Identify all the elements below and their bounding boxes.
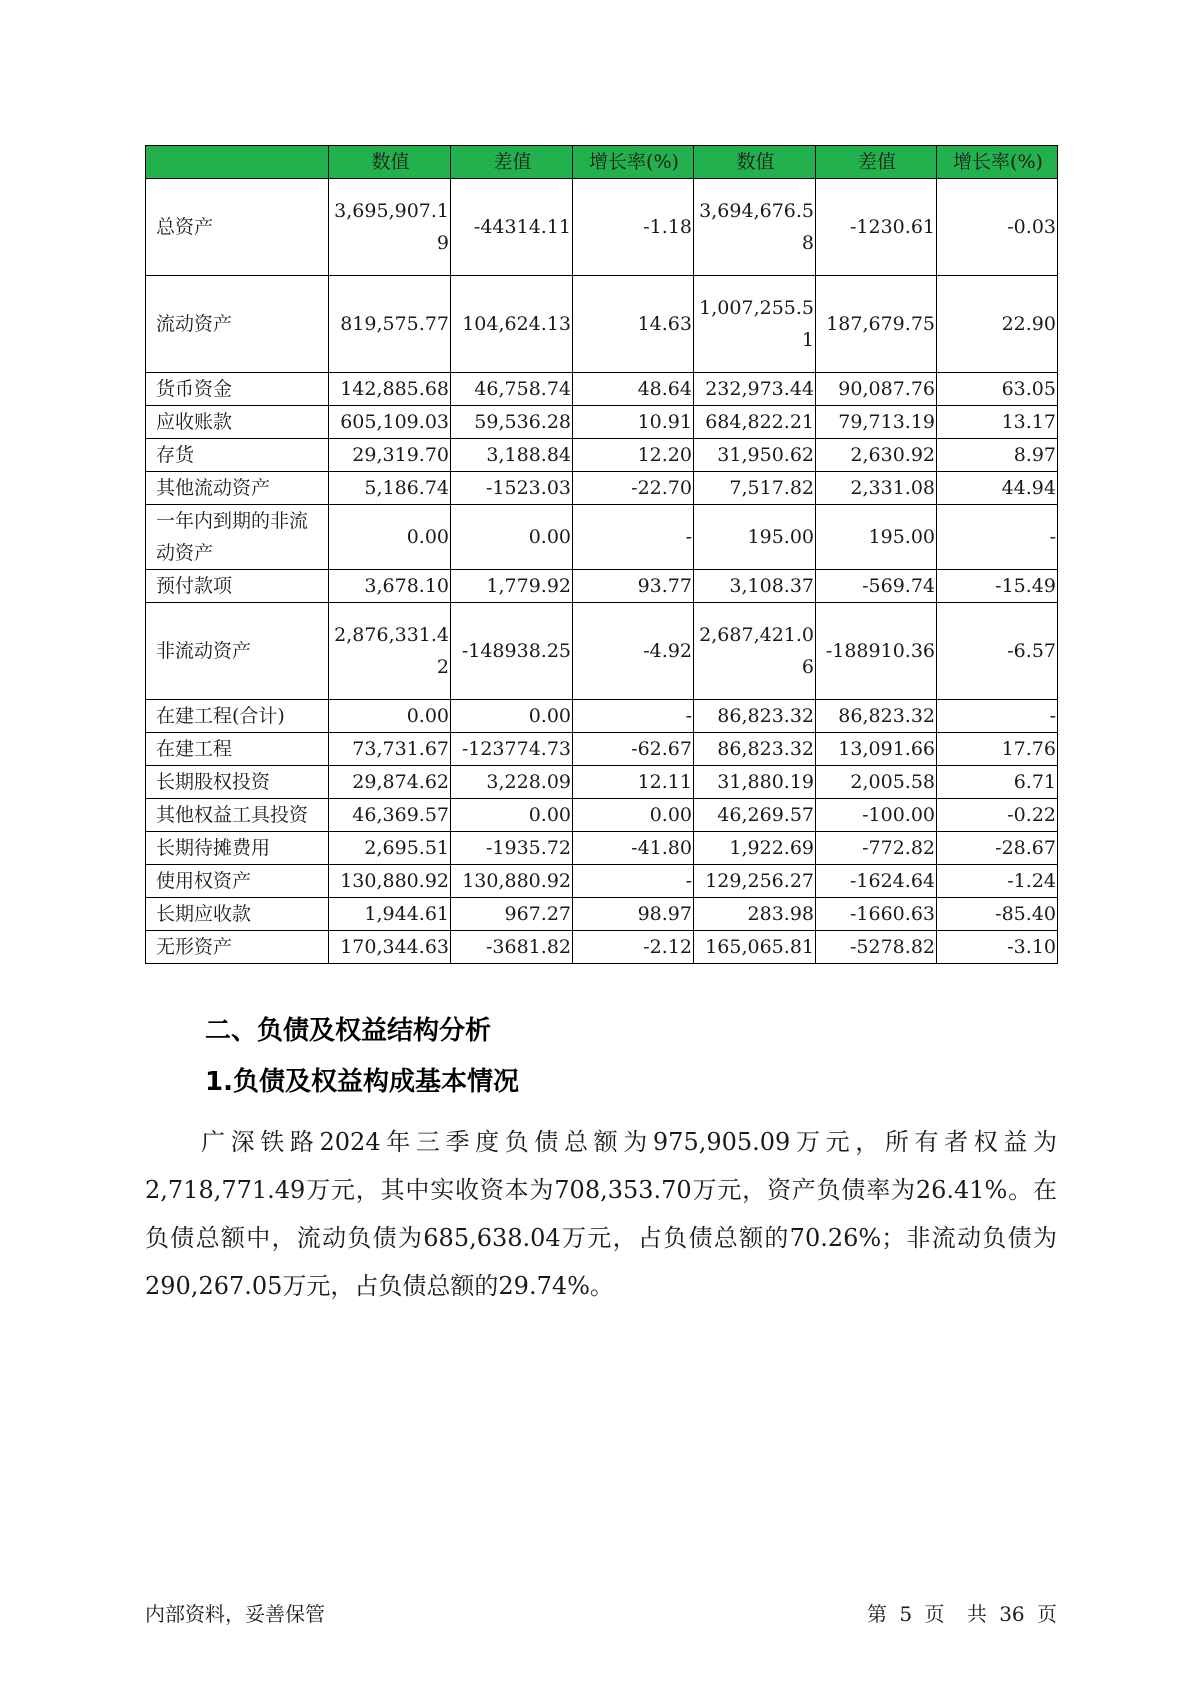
table-cell: 6.71 [937,766,1058,799]
row-label: 非流动资产 [146,603,329,700]
table-cell: 73,731.67 [329,733,451,766]
table-cell: 14.63 [573,276,694,373]
table-cell: -28.67 [937,832,1058,865]
table-cell: -22.70 [573,472,694,505]
table-cell: 684,822.21 [694,406,816,439]
table-cell: 90,087.76 [816,373,937,406]
table-cell: 187,679.75 [816,276,937,373]
table-cell: 7,517.82 [694,472,816,505]
table-cell: -1.24 [937,865,1058,898]
table-cell: 13.17 [937,406,1058,439]
table-cell: -2.12 [573,931,694,964]
table-cell: 2,876,331.42 [329,603,451,700]
table-row [146,179,1058,276]
table-row [146,766,1058,799]
table-cell: 44.94 [937,472,1058,505]
table-cell: 0.00 [329,505,451,570]
table-row [146,898,1058,931]
table-cell: -188910.36 [816,603,937,700]
footer-page-number [861,1598,1057,1627]
table-cell: 2,331.08 [816,472,937,505]
table-cell: 232,973.44 [694,373,816,406]
header-cell: 增长率(%) [573,146,694,179]
page-unit: 页 [924,1602,945,1626]
table-cell: 46,369.57 [329,799,451,832]
table-cell: 31,880.19 [694,766,816,799]
row-label: 应收账款 [146,406,329,439]
table-row [146,472,1058,505]
table-cell: 86,823.32 [694,733,816,766]
table-cell: 3,678.10 [329,570,451,603]
table-row [146,439,1058,472]
table-cell: -123774.73 [451,733,573,766]
table-cell: 130,880.92 [451,865,573,898]
table-cell: 12.11 [573,766,694,799]
table-cell: -1.18 [573,179,694,276]
header-cell: 差值 [816,146,937,179]
table-row [146,570,1058,603]
table-cell: 8.97 [937,439,1058,472]
table-cell: 48.64 [573,373,694,406]
row-label: 无形资产 [146,931,329,964]
table-cell: 79,713.19 [816,406,937,439]
table-cell: - [573,700,694,733]
table-cell: 1,944.61 [329,898,451,931]
row-label: 长期股权投资 [146,766,329,799]
header-cell [146,146,329,179]
table-cell: 46,758.74 [451,373,573,406]
table-row [146,700,1058,733]
table-cell: 3,694,676.58 [694,179,816,276]
table-cell: 130,880.92 [329,865,451,898]
table-cell: 13,091.66 [816,733,937,766]
table-row [146,373,1058,406]
row-label: 预付款项 [146,570,329,603]
header-cell: 数值 [694,146,816,179]
table-cell: 819,575.77 [329,276,451,373]
table-cell: 0.00 [329,700,451,733]
table-row [146,276,1058,373]
table-cell: 10.91 [573,406,694,439]
table-cell: - [937,700,1058,733]
table-cell: - [937,505,1058,570]
section-heading: 二、负债及权益结构分析 [205,1016,492,1046]
table-cell: 0.00 [573,799,694,832]
table-cell: -569.74 [816,570,937,603]
table-cell: 1,922.69 [694,832,816,865]
row-label: 流动资产 [146,276,329,373]
table-row [146,505,1058,570]
table-cell: -62.67 [573,733,694,766]
table-cell: 93.77 [573,570,694,603]
table-cell: -85.40 [937,898,1058,931]
section-subheading: 1.负债及权益构成基本情况 [205,1067,519,1097]
table-cell: -15.49 [937,570,1058,603]
row-label: 长期应收款 [146,898,329,931]
asset-structure-table [145,145,1058,964]
row-label: 其他权益工具投资 [146,799,329,832]
table-cell: 0.00 [451,505,573,570]
table-cell: -0.03 [937,179,1058,276]
table-cell: 46,269.57 [694,799,816,832]
table-cell: 1,007,255.51 [694,276,816,373]
footer-confidential-note: 内部资料，妥善保管 [145,1602,325,1626]
row-label: 在建工程(合计) [146,700,329,733]
table-cell: -1624.64 [816,865,937,898]
table-cell: 5,186.74 [329,472,451,505]
header-cell: 差值 [451,146,573,179]
table-cell: 2,695.51 [329,832,451,865]
table-cell: -4.92 [573,603,694,700]
table-cell: -100.00 [816,799,937,832]
page-total: 36 [999,1602,1025,1626]
table-row [146,799,1058,832]
table-cell: 170,344.63 [329,931,451,964]
table-cell: -148938.25 [451,603,573,700]
section-paragraph: 广深铁路2024年三季度负债总额为975,905.09万元，所有者权益为2,718,771.49万元，其中实收资本为708,353.70万元，资产负债率为26.41%。在负债总额中，流动负债为685,638.04万元，占负债总额的70.26%；非流动负债为290,267.05万元，占负债总额的29.74%。 [145,1128,1057,1300]
table-cell: -6.57 [937,603,1058,700]
row-label: 货币资金 [146,373,329,406]
table-cell: 165,065.81 [694,931,816,964]
table-row [146,733,1058,766]
table-header-row [146,146,1058,179]
table-cell: -1230.61 [816,179,937,276]
total-prefix: 共 [966,1602,987,1626]
table-cell: -5278.82 [816,931,937,964]
table-cell: 283.98 [694,898,816,931]
table-cell: - [573,505,694,570]
table-cell: 59,536.28 [451,406,573,439]
table-cell: 29,319.70 [329,439,451,472]
table-cell: 3,695,907.19 [329,179,451,276]
header-cell: 增长率(%) [937,146,1058,179]
row-label: 长期待摊费用 [146,832,329,865]
page-current: 5 [899,1602,913,1626]
row-label: 其他流动资产 [146,472,329,505]
table-cell: -0.22 [937,799,1058,832]
table-cell: 0.00 [451,799,573,832]
table-cell: 104,624.13 [451,276,573,373]
table-cell: 605,109.03 [329,406,451,439]
table-row [146,931,1058,964]
table-cell: 1,779.92 [451,570,573,603]
table-cell: -44314.11 [451,179,573,276]
table-cell: 2,005.58 [816,766,937,799]
table-cell: 98.97 [573,898,694,931]
table-cell: 195.00 [816,505,937,570]
table-cell: 3,108.37 [694,570,816,603]
table-cell: 29,874.62 [329,766,451,799]
row-label: 在建工程 [146,733,329,766]
table-cell: 3,228.09 [451,766,573,799]
table-cell: 967.27 [451,898,573,931]
header-cell: 数值 [329,146,451,179]
row-label: 一年内到期的非流动资产 [146,505,329,570]
table-row [146,406,1058,439]
table-cell: -1935.72 [451,832,573,865]
table-cell: 0.00 [451,700,573,733]
row-label: 总资产 [146,179,329,276]
table-cell: -1660.63 [816,898,937,931]
table-row [146,832,1058,865]
table-cell: -3.10 [937,931,1058,964]
table-cell: 2,687,421.06 [694,603,816,700]
table-cell: 142,885.68 [329,373,451,406]
table-row [146,865,1058,898]
table-cell: - [573,865,694,898]
total-unit: 页 [1037,1602,1057,1626]
table-cell: 63.05 [937,373,1058,406]
table-cell: 12.20 [573,439,694,472]
table-cell: 129,256.27 [694,865,816,898]
table-cell: -3681.82 [451,931,573,964]
row-label: 存货 [146,439,329,472]
row-label: 使用权资产 [146,865,329,898]
table-cell: 31,950.62 [694,439,816,472]
page-prefix: 第 [867,1602,888,1626]
table-cell: 2,630.92 [816,439,937,472]
table-cell: 86,823.32 [816,700,937,733]
table-cell: -41.80 [573,832,694,865]
table-cell: -1523.03 [451,472,573,505]
table-cell: 195.00 [694,505,816,570]
table-cell: -772.82 [816,832,937,865]
table-cell: 22.90 [937,276,1058,373]
table-row [146,603,1058,700]
table-cell: 86,823.32 [694,700,816,733]
table-cell: 17.76 [937,733,1058,766]
table-cell: 3,188.84 [451,439,573,472]
